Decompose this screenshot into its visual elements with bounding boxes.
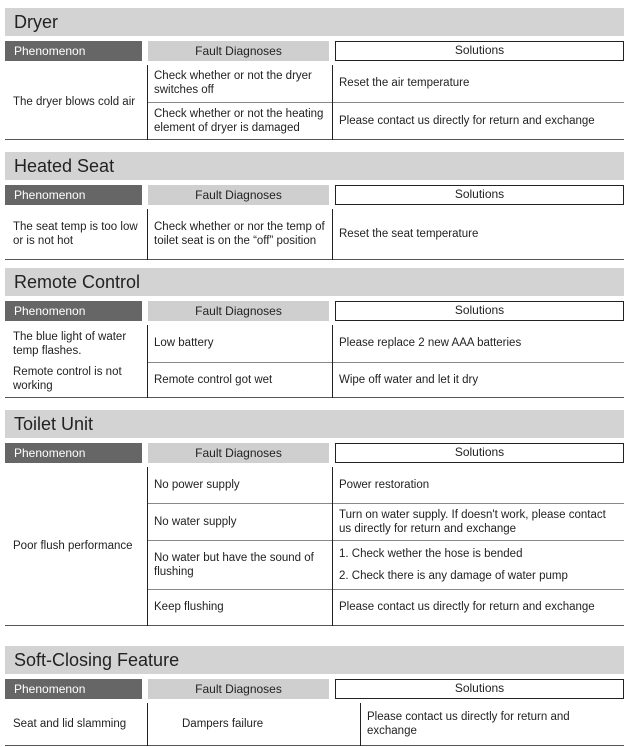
section-heated-seat xyxy=(5,152,624,260)
header-solutions: Solutions xyxy=(335,41,624,61)
section-title: Remote Control xyxy=(5,268,624,296)
troubleshooting-table xyxy=(5,467,624,626)
table-row xyxy=(5,325,624,362)
fault-cell: No power supply xyxy=(148,467,333,503)
solution-step: 2. Check there is any damage of water pump xyxy=(339,569,568,582)
solution-cell xyxy=(333,540,625,589)
solution-cell: Please replace 2 new AAA batteries xyxy=(333,325,625,362)
section-remote-control xyxy=(5,268,624,398)
table-row xyxy=(5,467,624,503)
header-fault-diagnoses: Fault Diagnoses xyxy=(148,301,329,321)
header-solutions: Solutions xyxy=(335,443,624,463)
table-header xyxy=(5,185,624,205)
troubleshooting-table xyxy=(5,703,624,746)
phenomenon-cell: The dryer blows cold air xyxy=(13,95,136,108)
fault-cell: Check whether or nor the temp of toilet seat is on the “off” position xyxy=(148,209,333,259)
header-solutions: Solutions xyxy=(335,679,624,699)
fault-cell: No water supply xyxy=(148,503,333,540)
phenomenon-cell: The seat temp is too low or is not hot xyxy=(13,220,138,247)
header-phenomenon: Phenomenon xyxy=(5,185,142,205)
solution-cell: Please contact us directly for return and exchange xyxy=(361,703,625,745)
fault-cell: Keep flushing xyxy=(148,589,333,625)
solution-cell: Reset the seat temperature xyxy=(333,209,625,259)
solution-cell: Turn on water supply. If doesn't work, please contact us directly for return and exchange xyxy=(333,503,625,540)
section-soft-closing-feature xyxy=(5,646,624,746)
fault-cell: Check whether or not the dryer switches off xyxy=(148,65,333,102)
solution-cell: Power restoration xyxy=(333,467,625,503)
fault-cell: Low battery xyxy=(148,325,333,362)
section-toilet-unit xyxy=(5,410,624,626)
table-row xyxy=(5,362,624,397)
section-title: Soft-Closing Feature xyxy=(5,646,624,674)
header-phenomenon: Phenomenon xyxy=(5,41,142,61)
table-header xyxy=(5,41,624,61)
table-header xyxy=(5,443,624,463)
phenomenon-cell: Remote control is not working xyxy=(13,366,122,393)
solution-cell: Please contact us directly for return and exchange xyxy=(333,102,625,139)
header-fault-diagnoses: Fault Diagnoses xyxy=(148,443,329,463)
header-solutions: Solutions xyxy=(335,301,624,321)
troubleshooting-table xyxy=(5,325,624,398)
table-row xyxy=(5,65,624,102)
solution-cell: Please contact us directly for return and exchange xyxy=(333,589,625,625)
header-phenomenon: Phenomenon xyxy=(5,679,142,699)
header-phenomenon: Phenomenon xyxy=(5,301,142,321)
header-phenomenon: Phenomenon xyxy=(5,443,142,463)
fault-cell: Check whether or not the heating element of dryer is damaged xyxy=(148,102,333,139)
header-solutions: Solutions xyxy=(335,185,624,205)
table-header xyxy=(5,301,624,321)
fault-cell: No water but have the sound of flushing xyxy=(148,540,333,589)
solution-cell: Reset the air temperature xyxy=(333,65,625,102)
table-row xyxy=(5,703,624,745)
fault-cell: Dampers failure xyxy=(148,703,361,745)
header-fault-diagnoses: Fault Diagnoses xyxy=(148,41,329,61)
section-title: Toilet Unit xyxy=(5,410,624,438)
section-title: Dryer xyxy=(5,8,624,36)
troubleshooting-table xyxy=(5,209,624,260)
solution-step: 1. Check wether the hose is bended xyxy=(339,547,523,560)
troubleshooting-table xyxy=(5,65,624,140)
table-header xyxy=(5,679,624,699)
phenomenon-cell: Poor flush performance xyxy=(13,539,133,552)
phenomenon-cell: Seat and lid slamming xyxy=(13,717,127,730)
fault-cell: Remote control got wet xyxy=(148,362,333,397)
header-fault-diagnoses: Fault Diagnoses xyxy=(148,185,329,205)
section-dryer xyxy=(5,8,624,140)
phenomenon-cell: The blue light of water temp flashes. xyxy=(13,330,127,357)
header-fault-diagnoses: Fault Diagnoses xyxy=(148,679,329,699)
section-title: Heated Seat xyxy=(5,152,624,180)
solution-cell: Wipe off water and let it dry xyxy=(333,362,625,397)
table-row xyxy=(5,209,624,259)
